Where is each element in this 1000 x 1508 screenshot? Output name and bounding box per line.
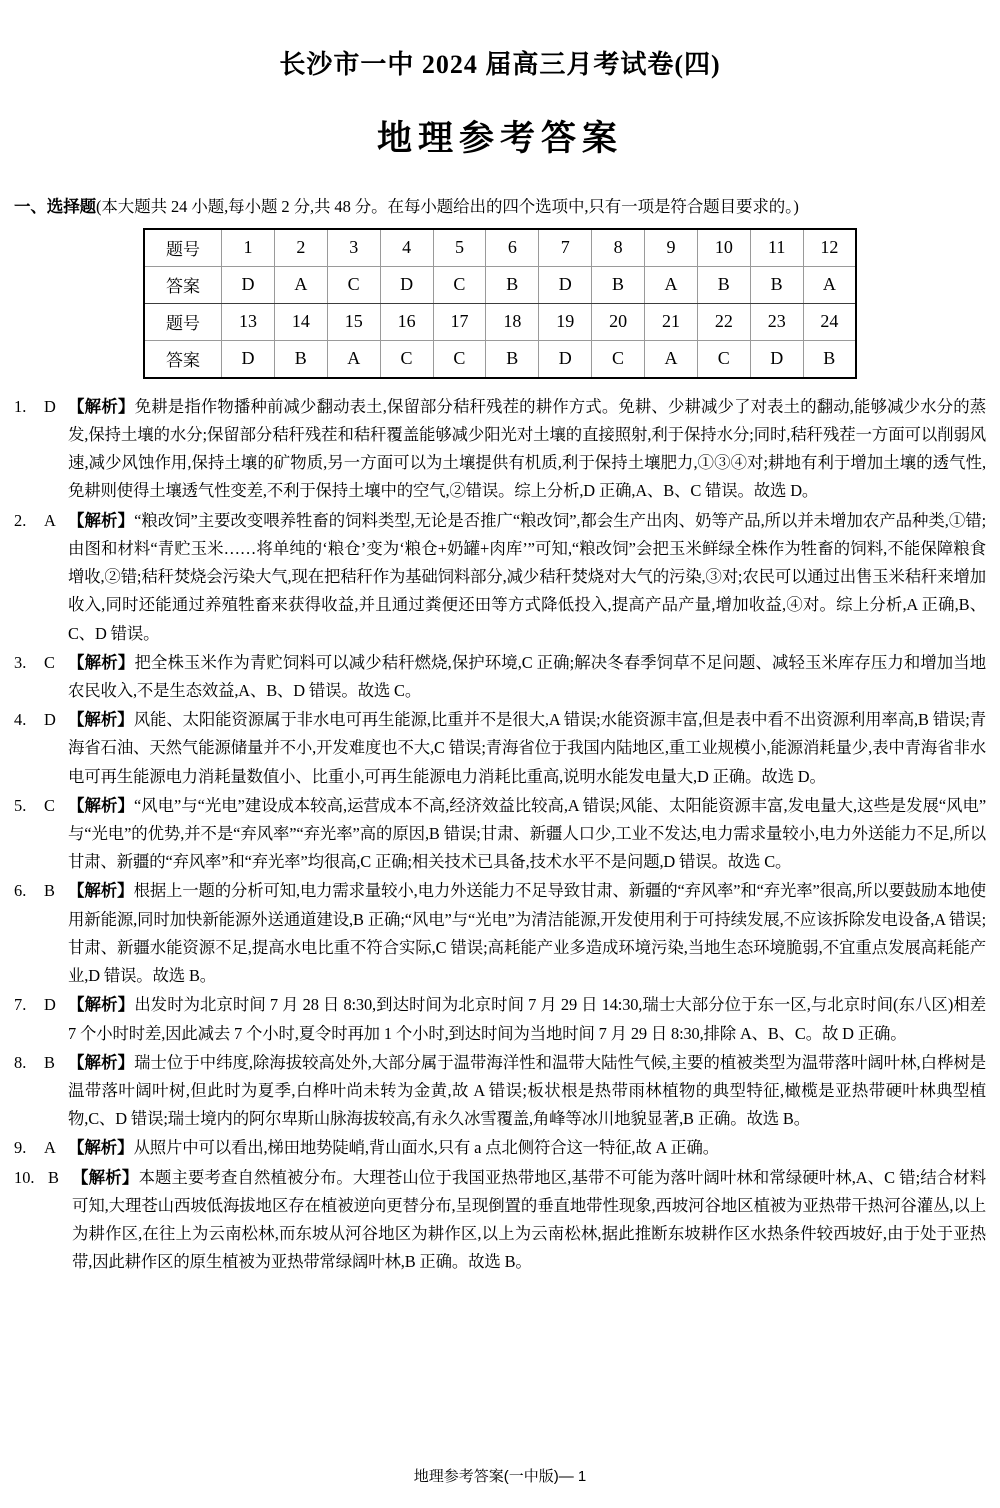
answer-cell: B <box>803 340 856 378</box>
explanation-answer: C <box>44 795 55 815</box>
answer-cell: A <box>274 266 327 303</box>
explanation-text: 从照片中可以看出,梯田地势陡峭,背山面水,只有 a 点北侧符合这一特征,故 A 正确。 <box>133 1138 719 1158</box>
question-number-cell: 4 <box>380 229 433 267</box>
analysis-tag: 【解析】 <box>68 882 134 901</box>
question-number-cell: 22 <box>697 303 750 340</box>
answer-key-table <box>143 228 857 379</box>
answer-cell: C <box>380 340 433 378</box>
explanation-body <box>68 1049 986 1134</box>
answer-cell: B <box>486 340 539 378</box>
table-row <box>144 303 856 340</box>
explanation-number: 4. <box>14 710 27 730</box>
answer-cell: B <box>274 340 327 378</box>
explanation-text: “粮改饲”主要改变喂养牲畜的饲料类型,无论是否推广“粮改饲”,都会生产出肉、奶等产品,所以并未增加农产品种类,①错;由图和材料“青贮玉米……将单纯的‘粮仓’变为‘粮仓+奶罐+肉库’”可知,“粮改饲”会把玉米鲜绿全株作为牲畜的饲料,不能保障粮食增收,②错;秸秆焚烧会污染大气,现在把秸秆作为基础饲料部分,减少秸秆焚烧对大气的污染,③对;农民可以通过出售玉米秸秆来增加收入,同时还能通过养殖牲畜来获得收益,并且通过粪便还田等方式降低投入,提高产品产量,增加收益,④对。综上分析,A 正确,B、C、D 错误。 <box>68 510 986 643</box>
list-item <box>14 1049 986 1134</box>
analysis-tag: 【解析】 <box>68 996 135 1015</box>
explanation-text: 根据上一题的分析可知,电力需求量较小,电力外送能力不足导致甘肃、新疆的“弃风率”和“弃光率”很高,所以要鼓励本地使用新能源,同时加快新能源外送通道建设,B 正确;“风电”与“光电”为清洁能源,开发使用利于可持续发展,不应该拆除发电设备,A 错误;甘肃、新疆水能资源不足,提高水电比重不符合实际,C 错误;高耗能产业多造成环境污染,当地生态环境脆弱,不宜重点发展高耗能产业,D 错误。故选 B。 <box>68 881 987 986</box>
question-number-cell: 10 <box>697 229 750 267</box>
explanation-answer: D <box>44 995 56 1015</box>
explanation-text: 本题主要考查自然植被分布。大理苍山位于我国亚热带地区,基带不可能为落叶阔叶林和常绿硬叶林,A、C 错;结合材料可知,大理苍山西坡低海拔地区存在植被逆向更替分布,呈现倒置的垂直地带性现象,西坡河谷地区植被为亚热带干热河谷灌丛,以上为耕作区,在往上为云南松林,而东坡从河谷地区为耕作区,以上为云南松林,据此推断东坡耕作区水热条件较西坡好,由于处于亚热带,因此耕作区的原生植被为亚热带常绿阔叶林,B 正确。故选 B。 <box>72 1167 986 1272</box>
answer-cell: D <box>222 340 275 378</box>
list-item <box>14 991 986 1047</box>
section-heading <box>14 195 986 220</box>
question-number-cell: 11 <box>750 229 803 267</box>
explanation-answer: D <box>44 396 56 416</box>
explanation-text: 把全株玉米作为青贮饲料可以减少秸秆燃烧,保护环境,C 正确;解决冬春季饲草不足问题、减轻玉米库存压力和增加当地农民收入,不是生态效益,A、B、D 错误。故选 C。 <box>68 652 987 700</box>
answer-table-wrapper <box>14 228 986 379</box>
list-item <box>14 877 986 990</box>
table-row <box>144 229 856 267</box>
answer-cell: A <box>645 266 698 303</box>
answer-cell: C <box>327 266 380 303</box>
question-number-cell: 15 <box>327 303 380 340</box>
question-number-cell: 14 <box>274 303 327 340</box>
explanation-list <box>14 393 986 1277</box>
answer-cell: D <box>539 340 592 378</box>
list-item <box>14 649 986 705</box>
explanation-number: 10. <box>14 1167 35 1187</box>
explanation-text: “风电”与“光电”建设成本较高,运营成本不高,经济效益比较高,A 错误;风能、太阳能资源丰富,发电量大,这些是发展“风电”与“光电”的优势,并不是“弃风率”“弃光率”高的原因,B 错误;甘肃、新疆人口少,工业不发达,电力需求量较小,电力外送能力不足,所以甘肃、新疆的“弃风率”和“弃光率”均很高,C 正确;相关技术已具备,技术水平不是问题,D 错误。故选 C。 <box>68 795 986 872</box>
question-number-cell: 6 <box>486 229 539 267</box>
explanation-text: 风能、太阳能资源属于非水电可再生能源,比重并不是很大,A 错误;水能资源丰富,但是表中看不出资源利用率高,B 错误;青海省石油、天然气能源储量并不小,开发难度也不大,C 错误;青海省位于我国内陆地区,重工业规模小,能源消耗量少,表中青海省非水电可再生能源电力消耗量数值小、比重小,可再生能源电力消耗比重高,说明水能发电量大,D 正确。故选 D。 <box>68 710 986 786</box>
answer-cell: B <box>697 266 750 303</box>
page-title: 长沙市一中 2024 届高三月考试卷(四) <box>279 50 721 79</box>
answer-cell: A <box>327 340 380 378</box>
question-number-cell: 5 <box>433 229 486 267</box>
explanation-number: 1. <box>14 396 27 416</box>
answer-cell: D <box>539 266 592 303</box>
explanation-number: 9. <box>14 1138 27 1158</box>
analysis-tag: 【解析】 <box>68 1139 134 1158</box>
answer-cell: B <box>486 266 539 303</box>
question-number-cell: 21 <box>645 303 698 340</box>
answer-cell: B <box>750 266 803 303</box>
list-item <box>14 1134 986 1162</box>
analysis-tag: 【解析】 <box>68 653 135 672</box>
explanation-answer: A <box>44 510 56 530</box>
list-item <box>14 507 986 648</box>
analysis-tag: 【解析】 <box>68 711 134 730</box>
explanation-body <box>68 877 986 990</box>
explanation-number: 5. <box>14 795 27 815</box>
section-description: (本大题共 24 小题,每小题 2 分,共 48 分。在每小题给出的四个选项中,只有一项是符合题目要求的。) <box>96 197 799 216</box>
question-number-cell: 12 <box>803 229 856 267</box>
answer-cell: C <box>697 340 750 378</box>
list-item <box>14 1164 986 1277</box>
answer-cell: A <box>803 266 856 303</box>
explanation-number: 6. <box>14 881 27 901</box>
question-number-cell: 18 <box>486 303 539 340</box>
question-number-cell: 1 <box>222 229 275 267</box>
answer-cell: B <box>592 266 645 303</box>
question-number-cell: 7 <box>539 229 592 267</box>
explanation-body <box>68 792 986 877</box>
explanation-body <box>68 706 986 791</box>
explanation-answer: B <box>48 1167 59 1187</box>
explanation-text: 瑞士位于中纬度,除海拔较高处外,大部分属于温带海洋性和温带大陆性气候,主要的植被类型为温带落叶阔叶林,白桦树是温带落叶阔叶树,但此时为夏季,白桦叶尚未转为金黄,故 A 错误;板状根是热带雨林植物的典型特征,橄榄是亚热带硬叶林典型植物,C、D 错误;瑞士境内的阿尔卑斯山脉海拔较高,有永久冰雪覆盖,角峰等冰川地貌显著,B 正确。故选 B。 <box>68 1052 986 1129</box>
answer-cell: C <box>592 340 645 378</box>
row-header-number: 题号 <box>144 229 222 267</box>
answer-cell: D <box>222 266 275 303</box>
section-label: 一、选择题 <box>14 197 97 216</box>
analysis-tag: 【解析】 <box>68 511 135 530</box>
explanation-number: 3. <box>14 652 27 672</box>
answer-cell: D <box>750 340 803 378</box>
question-number-cell: 20 <box>592 303 645 340</box>
explanation-body <box>68 649 986 705</box>
explanation-answer: C <box>44 652 55 672</box>
question-number-cell: 17 <box>433 303 486 340</box>
answer-cell: C <box>433 340 486 378</box>
question-number-cell: 16 <box>380 303 433 340</box>
row-header-answer: 答案 <box>144 340 222 378</box>
page-footer: 地理参考答案(一中版)— 1 <box>413 1468 587 1485</box>
explanation-body <box>68 991 986 1047</box>
question-number-cell: 3 <box>327 229 380 267</box>
answer-cell: D <box>380 266 433 303</box>
explanation-number: 7. <box>14 995 27 1015</box>
question-number-cell: 19 <box>539 303 592 340</box>
explanation-body <box>72 1164 986 1277</box>
question-number-cell: 8 <box>592 229 645 267</box>
list-item <box>14 792 986 877</box>
list-item <box>14 393 986 506</box>
table-row <box>144 266 856 303</box>
analysis-tag: 【解析】 <box>68 1053 135 1072</box>
page-subtitle: 地理参考答案 <box>376 119 623 158</box>
explanation-number: 8. <box>14 1052 27 1072</box>
explanation-answer: A <box>44 1138 56 1158</box>
explanation-body <box>68 1134 986 1162</box>
explanation-text: 免耕是指作物播种前减少翻动表土,保留部分秸秆残茬的耕作方式。免耕、少耕减少了对表土的翻动,能够减少水分的蒸发,保持土壤的水分;保留部分秸秆残茬和秸秆覆盖能够减少阳光对土壤的直接照射,利于保持水分;同时,秸秆残茬一方面可以削弱风速,减少风蚀作用,保持土壤的矿物质,另一方面可以为土壤提供有机质,利于保持土壤肥力,①③④对;耕地有利于增加土壤的透气性,免耕则使得土壤透气性变差,不利于保持土壤中的空气,②错误。综上分析,D 正确,A、B、C 错误。故选 D。 <box>68 396 987 501</box>
explanation-text: 出发时为北京时间 7 月 28 日 8:30,到达时间为北京时间 7 月 29 日 14:30,瑞士大部分位于东一区,与北京时间(东八区)相差 7 个小时时差,因此减去 7 个小时,夏令时再加 1 个小时,到达时间为当地时间 7 月 29 日 8:30,排除 A、B、C。故 D 正确。 <box>68 995 986 1043</box>
question-number-cell: 24 <box>803 303 856 340</box>
explanation-answer: D <box>44 710 56 730</box>
question-number-cell: 23 <box>750 303 803 340</box>
question-number-cell: 13 <box>222 303 275 340</box>
row-header-number: 题号 <box>144 303 222 340</box>
answer-cell: C <box>433 266 486 303</box>
explanation-answer: B <box>44 1052 55 1072</box>
explanation-body <box>68 507 986 648</box>
analysis-tag: 【解析】 <box>72 1168 139 1187</box>
explanation-number: 2. <box>14 510 27 530</box>
table-row <box>144 340 856 378</box>
analysis-tag: 【解析】 <box>68 397 135 416</box>
answer-cell: A <box>645 340 698 378</box>
question-number-cell: 2 <box>274 229 327 267</box>
explanation-body <box>68 393 986 506</box>
analysis-tag: 【解析】 <box>68 796 135 815</box>
question-number-cell: 9 <box>645 229 698 267</box>
row-header-answer: 答案 <box>144 266 222 303</box>
list-item <box>14 706 986 791</box>
explanation-answer: B <box>44 881 55 901</box>
